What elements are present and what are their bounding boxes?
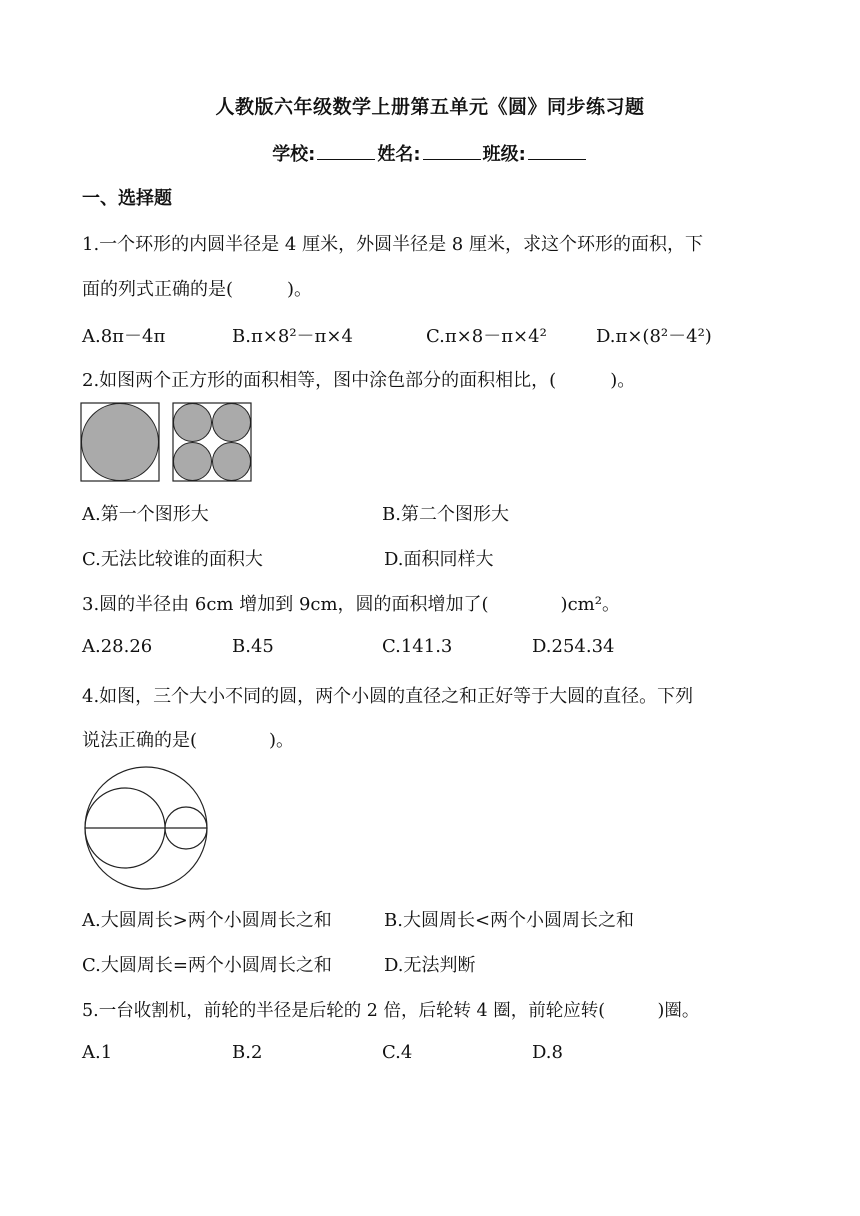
- name-label: 姓名:: [377, 144, 421, 165]
- q2-option-a[interactable]: A.第一个图形大: [82, 504, 209, 525]
- q4-option-a[interactable]: A.大圆周长>两个小圆周长之和: [82, 910, 332, 931]
- q1-option-b[interactable]: B.π×8²－π×4: [232, 326, 353, 347]
- q2-figure: [80, 402, 280, 484]
- q5-stem: 5.一台收割机，前轮的半径是后轮的 2 倍，后轮转 4 圈，前轮应转( )圈。: [82, 1001, 700, 1021]
- class-label: 班级:: [482, 144, 526, 165]
- q2-small-shaded-circle: [213, 404, 251, 442]
- q2-small-shaded-circle: [174, 443, 212, 481]
- q4-option-c[interactable]: C.大圆周长=两个小圆周长之和: [82, 955, 332, 976]
- school-blank[interactable]: [317, 145, 375, 160]
- q2-option-d[interactable]: D.面积同样大: [384, 549, 494, 570]
- q2-option-b[interactable]: B.第二个图形大: [382, 504, 509, 525]
- q4-option-d[interactable]: D.无法判断: [384, 955, 476, 976]
- section-heading: 一、选择题: [82, 188, 172, 209]
- name-blank[interactable]: [423, 145, 481, 160]
- q2-small-shaded-circle: [174, 404, 212, 442]
- q5-option-d[interactable]: D.8: [532, 1042, 563, 1063]
- q3-option-b[interactable]: B.45: [232, 636, 274, 657]
- school-label: 学校:: [272, 144, 316, 165]
- q3-option-a[interactable]: A.28.26: [82, 636, 153, 657]
- q2-large-shaded-circle: [82, 404, 159, 481]
- q1-option-d[interactable]: D.π×(8²－4²): [596, 326, 712, 347]
- q1-stem-line2: 面的列式正确的是( )。: [82, 279, 313, 300]
- q3-option-d[interactable]: D.254.34: [532, 636, 615, 657]
- q1-stem-line1: 1.一个环形的内圆半径是 4 厘米，外圆半径是 8 厘米，求这个环形的面积，下: [82, 234, 703, 255]
- q1-option-c[interactable]: C.π×8－π×4²: [426, 326, 547, 347]
- q2-small-shaded-circle: [213, 443, 251, 481]
- student-info-line: [0, 140, 860, 166]
- q2-stem: 2.如图两个正方形的面积相等，图中涂色部分的面积相比，( )。: [82, 370, 636, 391]
- q3-stem: 3.圆的半径由 6cm 增加到 9cm，圆的面积增加了( )cm²。: [82, 594, 620, 615]
- q1-option-a[interactable]: A.8π－4π: [82, 326, 166, 347]
- class-blank[interactable]: [528, 145, 586, 160]
- q2-option-c[interactable]: C.无法比较谁的面积大: [82, 549, 263, 570]
- q4-stem-line2: 说法正确的是( )。: [82, 730, 295, 751]
- q4-figure: [82, 764, 212, 892]
- page-title: 人教版六年级数学上册第五单元《圆》同步练习题: [215, 96, 645, 118]
- q5-option-c[interactable]: C.4: [382, 1042, 413, 1063]
- q5-option-a[interactable]: A.1: [82, 1042, 113, 1063]
- q3-option-c[interactable]: C.141.3: [382, 636, 453, 657]
- q5-option-b[interactable]: B.2: [232, 1042, 263, 1063]
- q4-stem-line1: 4.如图，三个大小不同的圆，两个小圆的直径之和正好等于大圆的直径。下列: [82, 686, 694, 707]
- q4-option-b[interactable]: B.大圆周长<两个小圆周长之和: [384, 910, 635, 931]
